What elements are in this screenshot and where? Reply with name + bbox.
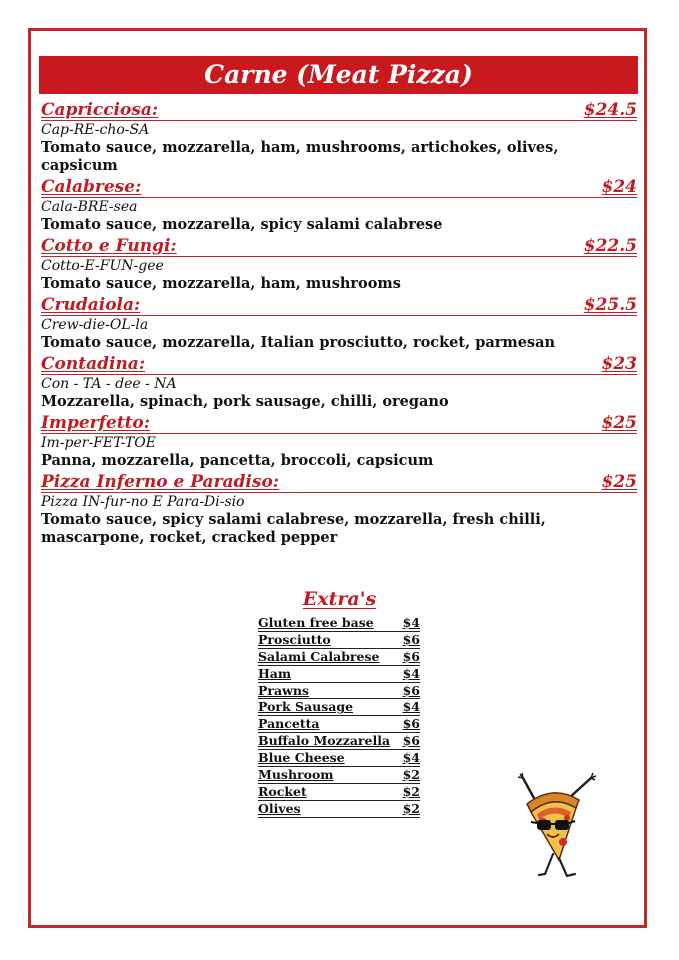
extra-item [258, 683, 420, 700]
menu-item-header [41, 470, 637, 493]
pizza-slice-mascot-icon [513, 770, 603, 882]
menu-item-header [41, 352, 637, 375]
extra-item [258, 615, 420, 632]
extras-list [258, 615, 420, 818]
extra-name: Blue Cheese [258, 750, 345, 766]
pizza-list [41, 98, 637, 547]
extra-item [258, 649, 420, 666]
menu-item [41, 234, 637, 293]
extra-price: $4 [402, 615, 420, 630]
menu-item-name: Pizza Inferno e Paradiso: [41, 472, 280, 492]
section-title: Carne (Meat Pizza) [204, 60, 473, 89]
section-banner [39, 56, 638, 94]
extra-name: Prosciutto [258, 631, 331, 647]
menu-item [41, 352, 637, 411]
menu-item-pronunciation: Cala-BRE-sea [41, 199, 138, 215]
menu-item-name: Cotto e Fungi: [41, 236, 177, 256]
menu-item-pronunciation: Crew-die-OL-la [41, 317, 149, 333]
extra-name: Salami Calabrese [258, 648, 380, 664]
menu-item-description: Tomato sauce, mozzarella, ham, mushrooms, artichokes, olives, capsicum [41, 139, 559, 174]
menu-item-description: Mozzarella, spinach, pork sausage, chilli, oregano [41, 393, 449, 410]
menu-item-pronunciation: Cap-RE-cho-SA [41, 122, 150, 138]
extra-price: $2 [402, 783, 420, 799]
menu-item-name: Calabrese: [41, 177, 142, 197]
extra-price: $2 [402, 800, 420, 816]
extra-item [258, 767, 420, 784]
extra-name: Gluten free base [258, 615, 374, 630]
menu-item-header [41, 98, 637, 121]
menu-item-pronunciation: Con - TA - dee - NA [41, 376, 177, 392]
menu-item [41, 411, 637, 470]
extra-item [258, 699, 420, 716]
menu-item-description: Tomato sauce, mozzarella, ham, mushrooms [41, 275, 401, 292]
menu-item-header [41, 411, 637, 434]
menu-item-description: Tomato sauce, mozzarella, Italian prosciutto, rocket, parmesan [41, 334, 556, 351]
menu-item-description: Panna, mozzarella, pancetta, broccoli, capsicum [41, 452, 434, 469]
extra-name: Pancetta [258, 716, 320, 732]
extra-name: Olives [258, 800, 301, 816]
extra-item [258, 666, 420, 683]
extra-price: $6 [402, 682, 420, 698]
menu-item-price: $25 [601, 472, 637, 492]
menu-item-header [41, 234, 637, 257]
menu-item-name: Crudaiola: [41, 295, 141, 315]
menu-item [41, 470, 637, 547]
extra-price: $2 [402, 767, 420, 783]
extra-name: Pork Sausage [258, 699, 354, 715]
menu-item [41, 98, 637, 175]
menu-item-pronunciation: Cotto-E-FUN-gee [41, 258, 164, 274]
menu-item-pronunciation: Im-per-FET-TOE [41, 435, 156, 451]
extra-price: $4 [402, 665, 420, 681]
menu-item-pronunciation: Pizza IN-fur-no E Para-Di-sio [41, 494, 245, 510]
extra-price: $4 [402, 750, 420, 766]
extra-item [258, 750, 420, 767]
menu-item-price: $24.5 [583, 100, 637, 120]
menu-item-header [41, 175, 637, 198]
extra-name: Ham [258, 665, 292, 681]
menu-item-name: Imperfetto: [41, 413, 151, 433]
extra-price: $6 [402, 648, 420, 664]
extra-price: $6 [402, 631, 420, 647]
menu-item-description: Tomato sauce, mozzarella, spicy salami calabrese [41, 216, 443, 233]
menu-item-description: Tomato sauce, spicy salami calabrese, mozzarella, fresh chilli, mascarpone, rocket, cracked pepper [41, 511, 546, 546]
menu-item-price: $25.5 [583, 295, 637, 315]
extras-title: Extra's [302, 588, 377, 610]
menu-item [41, 293, 637, 352]
extra-item [258, 632, 420, 649]
extra-price: $6 [402, 716, 420, 732]
menu-item-header [41, 293, 637, 316]
extra-item [258, 733, 420, 750]
extra-item [258, 784, 420, 801]
extra-name: Rocket [258, 783, 307, 799]
extra-name: Prawns [258, 682, 309, 698]
menu-item-price: $25 [601, 413, 637, 433]
extra-item [258, 716, 420, 733]
extra-price: $4 [402, 699, 420, 715]
menu-item-price: $22.5 [583, 236, 637, 256]
extra-name: Mushroom [258, 767, 334, 783]
menu-item-price: $23 [601, 354, 637, 374]
extra-item [258, 801, 420, 818]
menu-item-name: Contadina: [41, 354, 146, 374]
menu-item [41, 175, 637, 234]
menu-item-name: Capricciosa: [41, 100, 159, 120]
menu-item-price: $24 [601, 177, 637, 197]
extra-price: $6 [402, 733, 420, 749]
extra-name: Buffalo Mozzarella [258, 733, 391, 749]
